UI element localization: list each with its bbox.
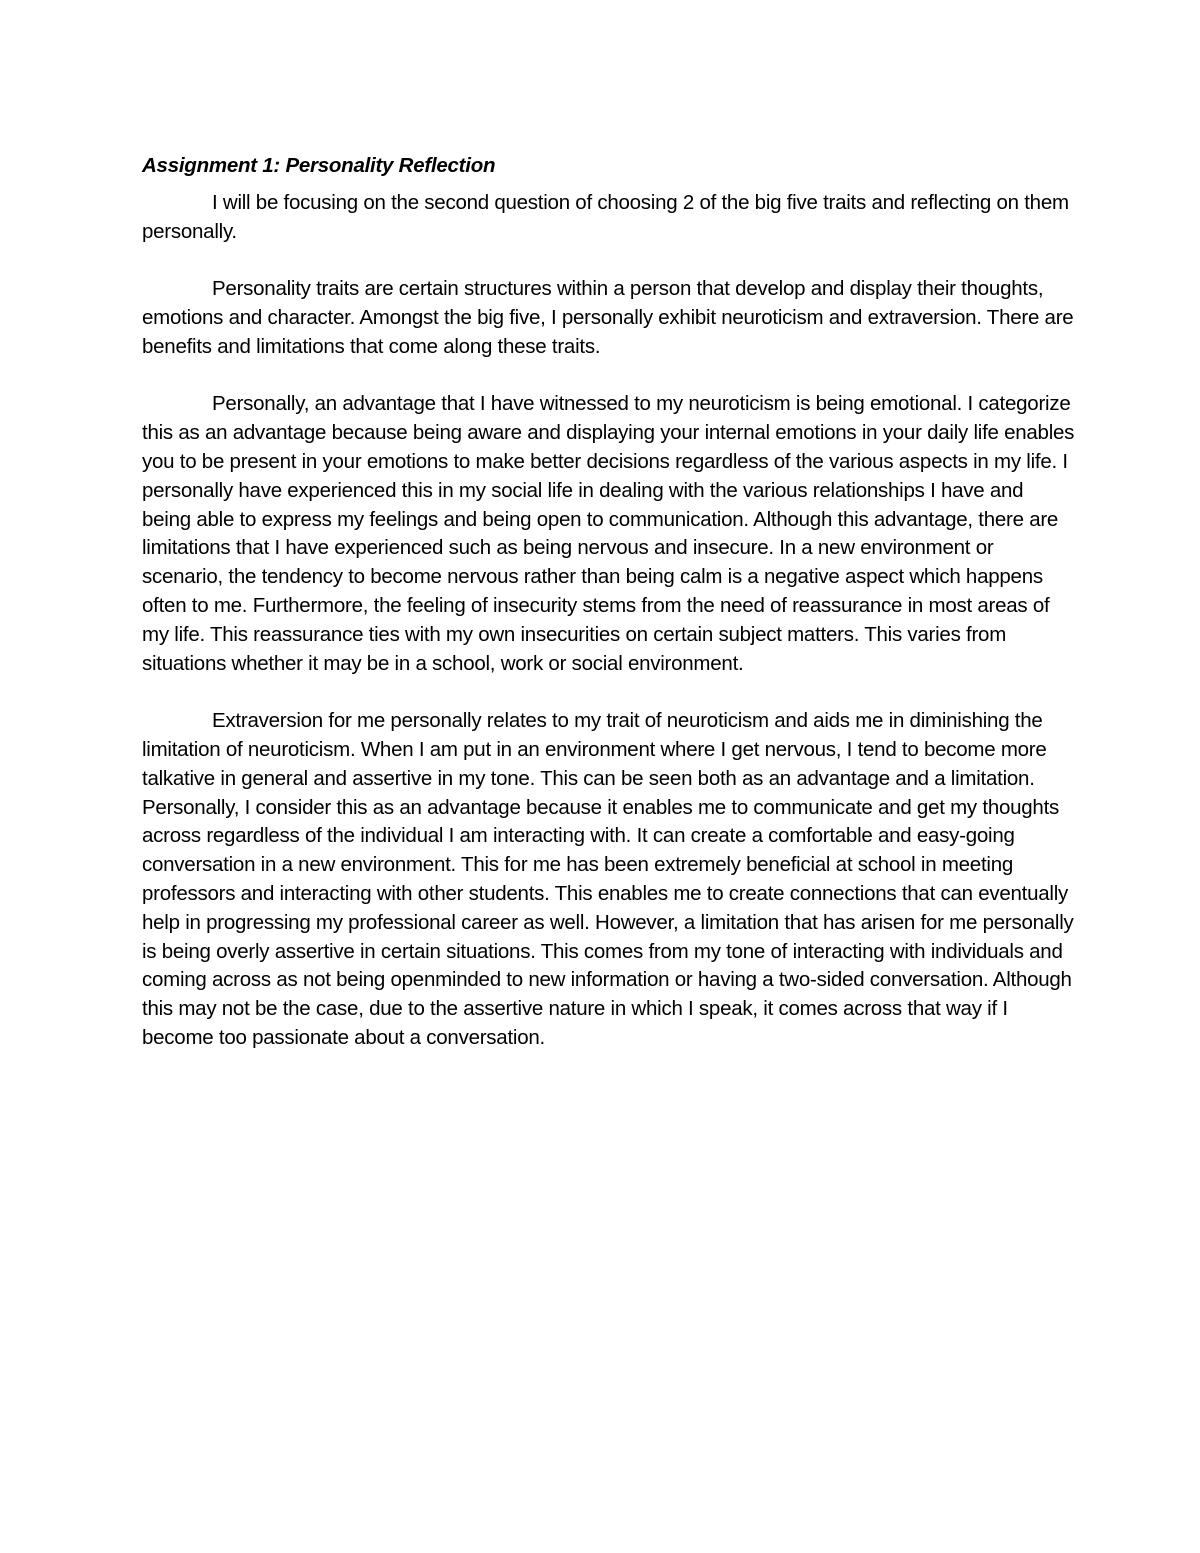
paragraph-neuroticism: Personally, an advantage that I have witnessed to my neuroticism is being emotional. I categorize this as an advantage because being aware and displaying your internal emotions in your daily life enables you to be present in your emotions to make better decisions regardless of the various aspects in my life. I personally have experienced this in my social life in dealing with the various relationships I have and being able to express my feelings and being open to communication. Although this advantage, there are limitations that I have experienced such as being nervous and insecure. In a new environment or scenario, the tendency to become nervous rather than being calm is a negative aspect which happens often to me. Furthermore, the feeling of insecurity stems from the need of reassurance in most areas of my life. This reassurance ties with my own insecurities on certain subject matters. This varies from situations whether it may be in a school, work or social environment. <box>142 392 1075 675</box>
paragraph-extraversion: Extraversion for me personally relates to my trait of neuroticism and aids me in diminishing the limitation of neuroticism. When I am put in an environment where I get nervous, I tend to become more talkative in general and assertive in my tone. This can be seen both as an advantage and a limitation. Personally, I consider this as an advantage because it enables me to communicate and get my thoughts across regardless of the individual I am interacting with. It can create a comfortable and easy-going conversation in a new environment. This for me has been extremely beneficial at school in meeting professors and interacting with other students. This enables me to create connections that can eventually help in progressing my professional career as well. However, a limitation that has arisen for me personally is being overly assertive in certain situations. This comes from my tone of interacting with individuals and coming across as not being openminded to new information or having a two-sided conversation. Although this may not be the case, due to the assertive nature in which I speak, it comes across that way if I become too passionate about a conversation. <box>142 709 1074 1049</box>
paragraph-traits: Personality traits are certain structures within a person that develop and display their thoughts, emotions and character. Amongst the big five, I personally exhibit neuroticism and extraversion. There are benefits and limitations that come along these traits. <box>142 277 1074 358</box>
document-title: Assignment 1: Personality Reflection <box>142 154 496 177</box>
paragraph-intro: I will be focusing on the second question of choosing 2 of the big five traits and reflecting on them personally. <box>142 190 1069 243</box>
document-body <box>142 152 1077 1082</box>
